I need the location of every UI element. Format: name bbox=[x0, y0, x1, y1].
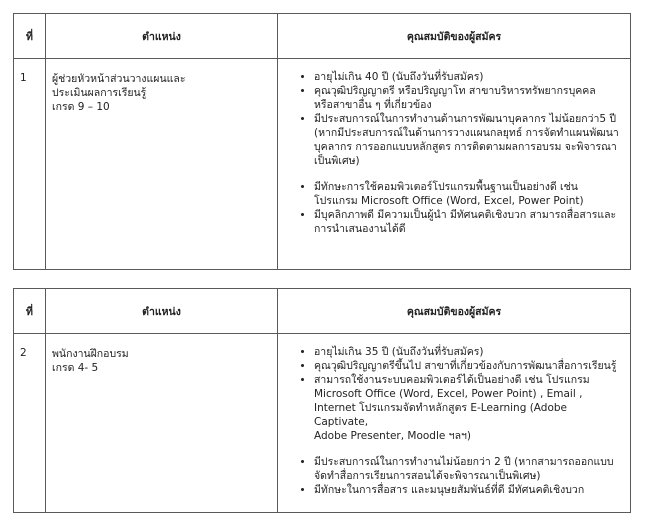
job-number: 1 bbox=[14, 59, 46, 270]
job-qualifications bbox=[278, 334, 631, 513]
table-header-row bbox=[14, 14, 631, 59]
qualification-item: • คุณวุฒิปริญญาตรี หรือปริญญาโท สาขาบริหารทรัพยากรบุคคล หรือสาขาอื่น ๆ ที่เกี่ยวข้อง bbox=[314, 84, 624, 112]
qualification-item: • คุณวุฒิปริญญาตรีขึ้นไป สาขาที่เกี่ยวข้องกับการพัฒนาสื่อการเรียนรู้ bbox=[314, 359, 624, 373]
job-position bbox=[46, 334, 278, 513]
job-grade: เกรด 9 – 10 bbox=[52, 101, 110, 113]
qualification-list bbox=[292, 455, 624, 497]
job-qualifications bbox=[278, 59, 631, 270]
qualification-list bbox=[292, 70, 624, 168]
qualification-list bbox=[292, 345, 624, 443]
header-no: ที่ bbox=[14, 289, 46, 334]
job-title-line: พนักงานฝึกอบรม bbox=[52, 348, 129, 360]
header-qualifications: คุณสมบัติของผู้สมัคร bbox=[278, 14, 631, 59]
job-title-line: ผู้ช่วยหัวหน้าส่วนวางแผนและ bbox=[52, 73, 186, 85]
job-table-2 bbox=[13, 288, 631, 513]
table-header-row bbox=[14, 289, 631, 334]
qualification-list bbox=[292, 180, 624, 236]
job-position bbox=[46, 59, 278, 270]
job-row-2 bbox=[14, 334, 631, 513]
job-number: 2 bbox=[14, 334, 46, 513]
qualification-item: • อายุไม่เกิน 40 ปี (นับถึงวันที่รับสมัคร) bbox=[314, 70, 624, 84]
job-row-1 bbox=[14, 59, 631, 270]
header-no: ที่ bbox=[14, 14, 46, 59]
job-grade: เกรด 4- 5 bbox=[52, 362, 99, 374]
header-position: ตำแหน่ง bbox=[46, 14, 278, 59]
qualification-item: • มีทักษะการใช้คอมพิวเตอร์โปรแกรมพื้นฐานเป็นอย่างดี เช่น โปรแกรม Microsoft Office (Word, Excel, Power Point) bbox=[314, 180, 624, 208]
header-qualifications: คุณสมบัติของผู้สมัคร bbox=[278, 289, 631, 334]
header-position: ตำแหน่ง bbox=[46, 289, 278, 334]
qualification-item: • มีบุคลิกภาพดี มีความเป็นผู้นำ มีทัศนคติเชิงบวก สามารถสื่อสารและ การนำเสนองานได้ดี bbox=[314, 208, 624, 236]
qualification-item: • อายุไม่เกิน 35 ปี (นับถึงวันที่รับสมัคร) bbox=[314, 345, 624, 359]
qualification-item: • มีประสบการณ์ในการทำงานไม่น้อยกว่า 2 ปี (หากสามารถออกแบบ จัดทำสื่อการเรียนการสอนได้จะพิจารณาเป็นพิเศษ) bbox=[314, 455, 624, 483]
job-title-line: ประเมินผลการเรียนรู้ bbox=[52, 87, 147, 99]
job-table-1 bbox=[13, 13, 631, 270]
qualification-item: • มีทักษะในการสื่อสาร และมนุษยสัมพันธ์ที่ดี มีทัศนคติเชิงบวก bbox=[314, 483, 624, 497]
qualification-item: • มีประสบการณ์ในการทำงานด้านการพัฒนาบุคลากร ไม่น้อยกว่า5 ปี (หากมีประสบการณ์ในด้านการวางแผนกลยุทธ์ การจัดทำแผนพัฒนา บุคลากร การออกแบบหลักสูตร การติดตามผลการอบรม จะพิจารณา เป็นพิเศษ) bbox=[314, 112, 624, 168]
qualification-item: • สามารถใช้งานระบบคอมพิวเตอร์ได้เป็นอย่างดี เช่น โปรแกรม Microsoft Office (Word, Excel, Power Point) , Email , Internet โปรแกรมจัดทำหลักสูตร E-Learning (Adobe Captivate, Adobe Presenter, Moodle ฯลฯ) bbox=[314, 373, 624, 443]
